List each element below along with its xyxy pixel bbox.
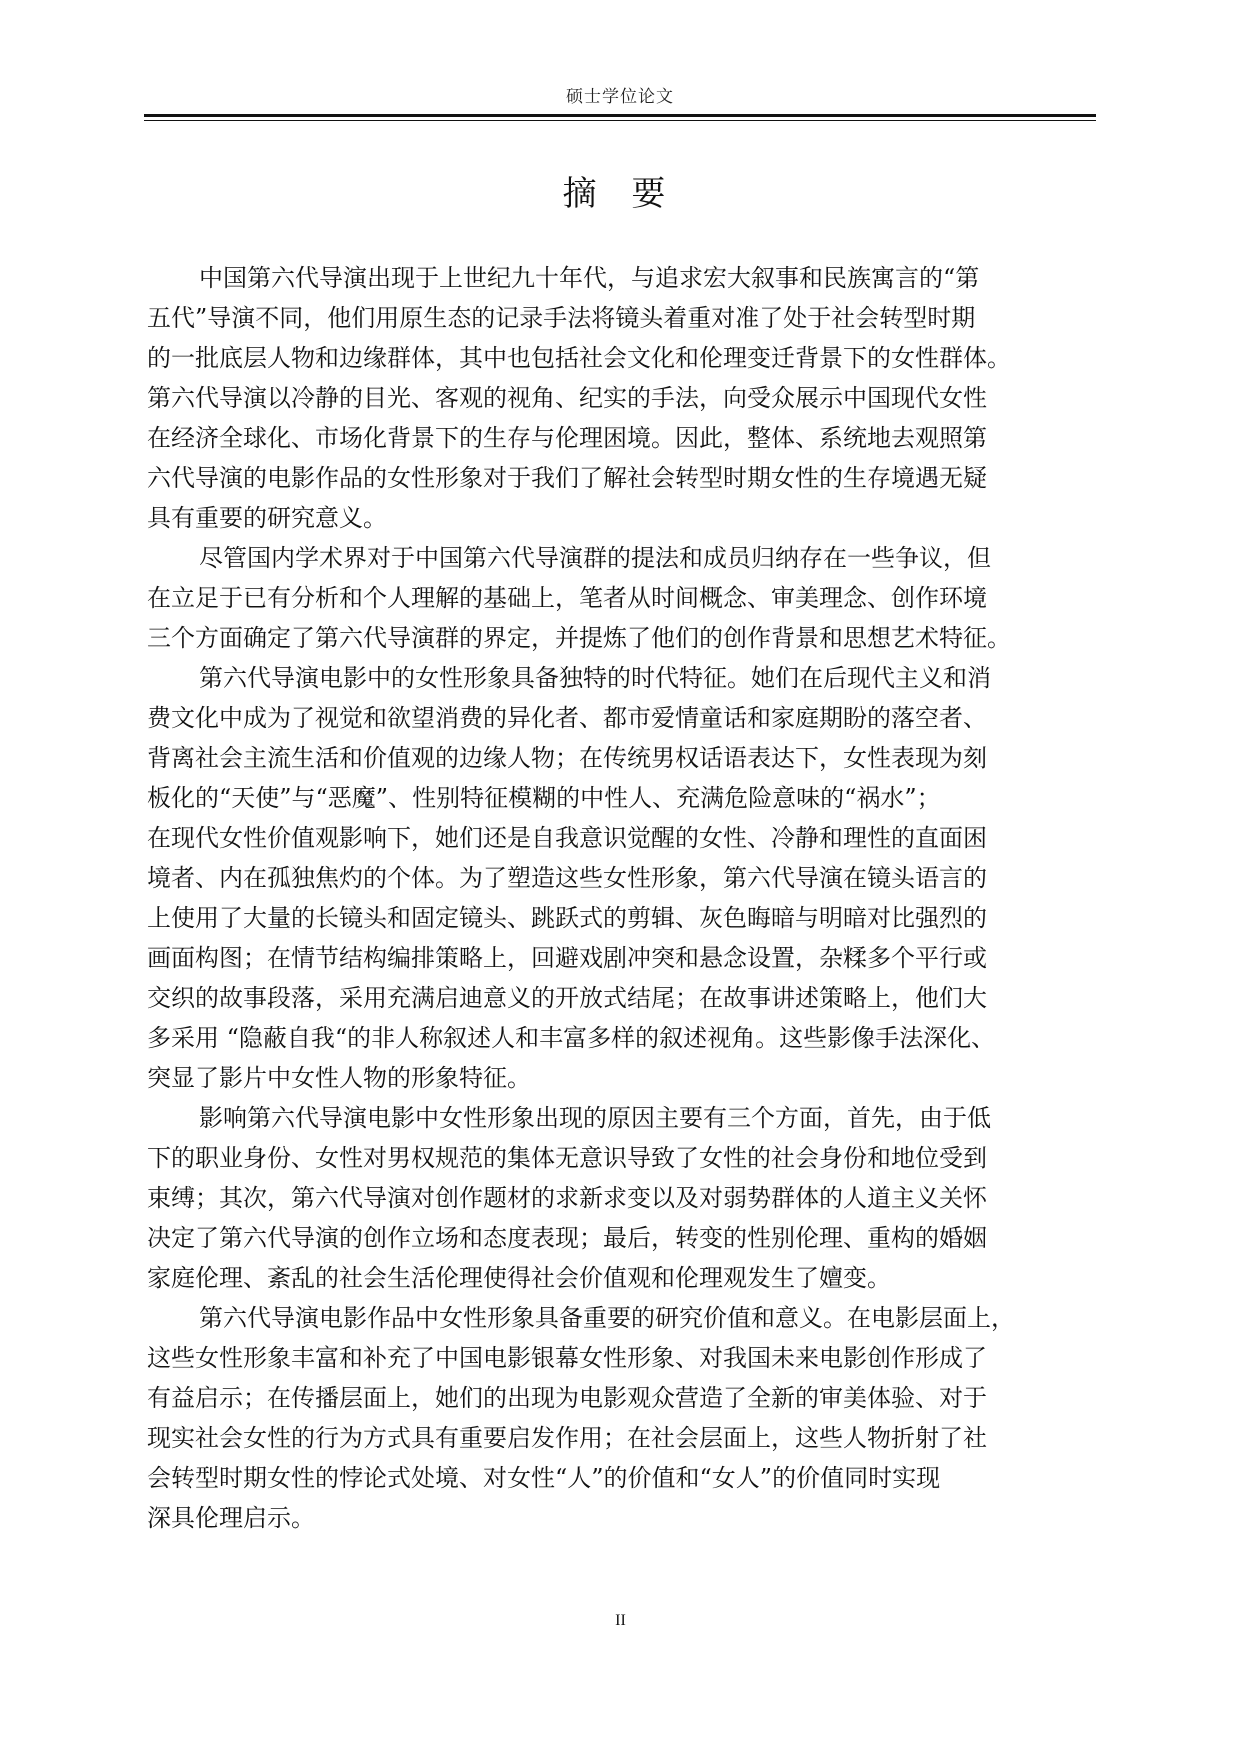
paragraph-line: 板化的“天使”与“恶魔”、性别特征模糊的中性人、充满危险意味的“祸水”；: [147, 784, 941, 812]
paragraph-line: 交织的故事段落，采用充满启迪意义的开放式结尾；在故事讲述策略上，他们大: [147, 984, 987, 1012]
paragraph-line: 家庭伦理、紊乱的社会生活伦理使得社会价值观和伦理观发生了嬗变。: [147, 1264, 891, 1292]
paragraph-line: 深具伦理启示。: [147, 1504, 315, 1532]
paragraph-line: 有益启示；在传播层面上，她们的出现为电影观众营造了全新的审美体验、对于: [147, 1384, 987, 1412]
paragraph-line: 第六代导演以冷静的目光、客观的视角、纪实的手法，向受众展示中国现代女性: [147, 384, 987, 412]
paragraph-line: 下的职业身份、女性对男权规范的集体无意识导致了女性的社会身份和地位受到: [147, 1144, 987, 1172]
paragraph-line: 费文化中成为了视觉和欲望消费的异化者、都市爱情童话和家庭期盼的落空者、: [147, 704, 987, 732]
paragraph-line: 六代导演的电影作品的女性形象对于我们了解社会转型时期女性的生存境遇无疑: [147, 464, 987, 492]
header-rule-thin: [144, 120, 1096, 121]
paragraph-line: 第六代导演电影作品中女性形象具备重要的研究价值和意义。在电影层面上，: [199, 1304, 1015, 1332]
paragraph-line: 在立足于已有分析和个人理解的基础上，笔者从时间概念、审美理念、创作环境: [147, 584, 987, 612]
paragraph-line: 多采用 “隐蔽自我“的非人称叙述人和丰富多样的叙述视角。这些影像手法深化、: [147, 1024, 996, 1052]
running-header: 硕士学位论文: [566, 87, 674, 107]
abstract-body: [147, 258, 1079, 1538]
paragraph-line: 决定了第六代导演的创作立场和态度表现；最后，转变的性别伦理、重构的婚姻: [147, 1224, 987, 1252]
paragraph-line: 的一批底层人物和边缘群体，其中也包括社会文化和伦理变迁背景下的女性群体。: [147, 344, 1011, 372]
paragraph-line: 中国第六代导演出现于上世纪九十年代，与追求宏大叙事和民族寓言的“第: [199, 264, 980, 292]
abstract-paragraph: [147, 1098, 1079, 1298]
abstract-paragraph: [147, 1298, 1079, 1538]
paragraph-line: 画面构图；在情节结构编排策略上，回避戏剧冲突和悬念设置，杂糅多个平行或: [147, 944, 987, 972]
paragraph-line: 第六代导演电影中的女性形象具备独特的时代特征。她们在后现代主义和消: [199, 664, 991, 692]
header-rule-thick: [144, 114, 1096, 117]
paragraph-line: 具有重要的研究意义。: [147, 504, 387, 532]
abstract-paragraph: [147, 258, 1079, 538]
abstract-paragraph: [147, 658, 1079, 1098]
abstract-paragraph: [147, 538, 1079, 658]
section-title: 摘 要: [562, 174, 678, 214]
paragraph-line: 这些女性形象丰富和补充了中国电影银幕女性形象、对我国未来电影创作形成了: [147, 1344, 987, 1372]
paragraph-line: 现实社会女性的行为方式具有重要启发作用；在社会层面上，这些人物折射了社: [147, 1424, 987, 1452]
paragraph-line: 在经济全球化、市场化背景下的生存与伦理困境。因此，整体、系统地去观照第: [147, 424, 987, 452]
paragraph-line: 在现代女性价值观影响下，她们还是自我意识觉醒的女性、冷静和理性的直面困: [147, 824, 987, 852]
paragraph-line: 上使用了大量的长镜头和固定镜头、跳跃式的剪辑、灰色晦暗与明暗对比强烈的: [147, 904, 987, 932]
page-number: II: [615, 1612, 626, 1629]
paragraph-line: 突显了影片中女性人物的形象特征。: [147, 1064, 531, 1092]
paragraph-line: 三个方面确定了第六代导演群的界定，并提炼了他们的创作背景和思想艺术特征。: [147, 624, 1011, 652]
paragraph-line: 会转型时期女性的悖论式处境、对女性“人”的价值和“女人”的价值同时实现: [147, 1464, 941, 1492]
paragraph-line: 束缚；其次，第六代导演对创作题材的求新求变以及对弱势群体的人道主义关怀: [147, 1184, 987, 1212]
paragraph-line: 五代”导演不同，他们用原生态的记录手法将镜头着重对准了处于社会转型时期: [147, 304, 976, 332]
paragraph-line: 影响第六代导演电影中女性形象出现的原因主要有三个方面，首先，由于低: [199, 1104, 991, 1132]
paragraph-line: 尽管国内学术界对于中国第六代导演群的提法和成员归纳存在一些争议，但: [199, 544, 991, 572]
paragraph-line: 背离社会主流生活和价值观的边缘人物；在传统男权话语表达下，女性表现为刻: [147, 744, 987, 772]
paragraph-line: 境者、内在孤独焦灼的个体。为了塑造这些女性形象，第六代导演在镜头语言的: [147, 864, 987, 892]
